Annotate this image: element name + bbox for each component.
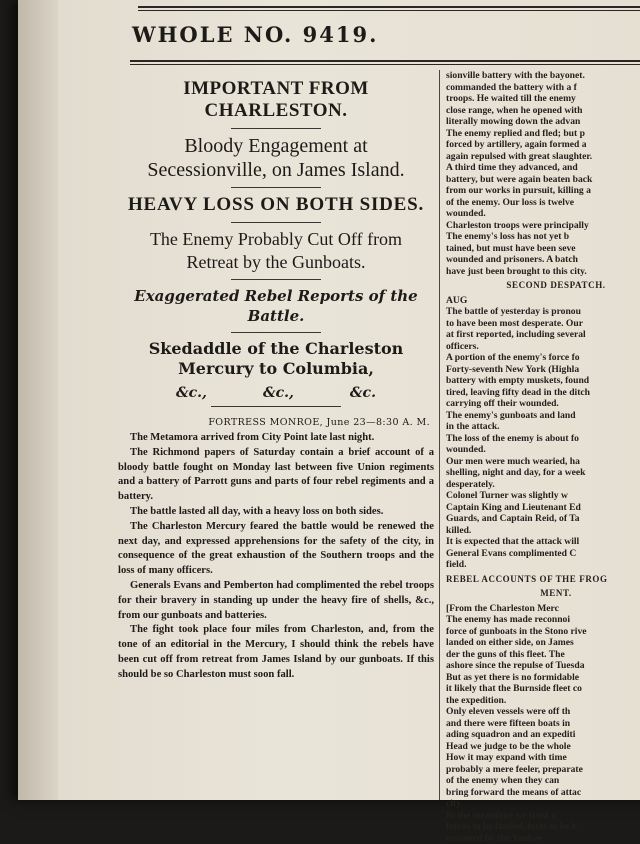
- column-text-line: [From the Charleston Merc: [446, 603, 640, 615]
- etc-mark: &c.,: [176, 385, 207, 401]
- column-text-line: have just been brought to this city.: [446, 266, 640, 278]
- column-text-line: A portion of the enemy's force fo: [446, 352, 640, 364]
- column-text-line: The enemy has made reconnoi: [446, 614, 640, 626]
- column-text-line: Head we judge to be the whole: [446, 741, 640, 753]
- column-text-line: ashore since the repulse of Tuesda: [446, 660, 640, 672]
- column-text-line: But as yet there is no formidable: [446, 672, 640, 684]
- main-article-column: [118, 72, 434, 683]
- column-text-line: forces to be landed, forts to be b: [446, 821, 640, 833]
- column-text-line: ading squadron and an expediti: [446, 729, 640, 741]
- separator: [231, 279, 321, 280]
- headline-charleston: IMPORTANT FROM CHARLESTON.: [118, 78, 434, 122]
- column-text-line: mounted by the Yankee: [446, 833, 640, 844]
- issue-number: WHOLE NO. 9419.: [132, 22, 378, 47]
- headline-heavy-loss: HEAVY LOSS ON BOTH SIDES.: [118, 194, 434, 216]
- column-text-line: at first reported, including several: [446, 329, 640, 341]
- column-text-line: The enemy's loss has not yet b: [446, 231, 640, 243]
- right-column: [446, 70, 640, 844]
- paragraph: The battle lasted all day, with a heavy loss on both sides.: [118, 505, 434, 520]
- separator: [231, 222, 321, 223]
- column-text-line: Our men were much wearied, ha: [446, 456, 640, 468]
- column-text-line: shelling, night and day, for a week: [446, 467, 640, 479]
- column-text-line: Captain King and Lieutenant Ed: [446, 502, 640, 514]
- column-text-line: and there were fifteen boats in: [446, 718, 640, 730]
- column-text-line: officers.: [446, 341, 640, 353]
- column-text-line: probably a mere feeler, preparate: [446, 764, 640, 776]
- top-rule: [138, 10, 640, 11]
- column-text-line: Charleston troops were principally: [446, 220, 640, 232]
- column-text-line: In the meantime we trust o: [446, 810, 640, 822]
- separator: [231, 128, 321, 129]
- text-block-second-despatch: [446, 295, 640, 571]
- headline-enemy-cut-off: The Enemy Probably Cut Off from Retreat by the Gunboats.: [132, 228, 420, 274]
- column-text-line: wounded.: [446, 444, 640, 456]
- column-text-line: Only eleven vessels were off th: [446, 706, 640, 718]
- column-text-line: carrying off their wounded.: [446, 398, 640, 410]
- column-text-line: landed on either side, on James: [446, 637, 640, 649]
- column-text-line: tired, leaving fifty dead in the ditch: [446, 387, 640, 399]
- column-text-line: tained, but must have been seve: [446, 243, 640, 255]
- column-text-line: the expedition.: [446, 695, 640, 707]
- separator: [231, 187, 321, 188]
- column-text-line: AUG: [446, 295, 640, 307]
- separator: [211, 406, 341, 407]
- column-text-line: Colonel Turner was slightly w: [446, 490, 640, 502]
- masthead-rule-thin: [130, 64, 640, 65]
- etc-mark: &c.,: [263, 385, 294, 401]
- column-text-line: commanded the battery with a f: [446, 82, 640, 94]
- masthead-rule: [130, 60, 640, 62]
- subhead-rebel-accounts: REBEL ACCOUNTS OF THE FROG: [446, 574, 640, 586]
- column-text-line: How it may expand with time: [446, 752, 640, 764]
- article-body: [118, 431, 434, 683]
- etc-line: [148, 385, 404, 401]
- paragraph: The fight took place four miles from Charleston, and, from the tone of an editorial in the Mercury, I should think the rebels have been cut off from retreat from James Island by our gunboats. If this should be so Charleston must soon fall.: [118, 623, 434, 682]
- column-text-line: battery, but were again beaten back: [446, 174, 640, 186]
- column-text-line: The loss of the enemy is about fo: [446, 433, 640, 445]
- column-text-line: literally mowing down the advan: [446, 116, 640, 128]
- text-block-continued: [446, 70, 640, 277]
- column-text-line: wounded and prisoners. A batch: [446, 254, 640, 266]
- top-double-rule: [138, 6, 640, 8]
- column-text-line: Guards, and Captain Reid, of Ta: [446, 513, 640, 525]
- headline-skedaddle: Skedaddle of the Charleston Mercury to Columbia,: [128, 339, 424, 379]
- column-text-line: force of gunboats in the Stono rive: [446, 626, 640, 638]
- paragraph: The Richmond papers of Saturday contain a brief account of a bloody battle fought on Monday last between five Union regiments and a battery of Parrott guns and parts of four rebel regiments and a battery.: [118, 446, 434, 505]
- column-text-line: wounded.: [446, 208, 640, 220]
- column-text-line: close range, when he opened with: [446, 105, 640, 117]
- column-text-line: killed.: [446, 525, 640, 537]
- column-text-line: to have been most desperate. Our: [446, 318, 640, 330]
- column-text-line: troops. He waited till the enemy: [446, 93, 640, 105]
- column-text-line: again repulsed with great slaughter.: [446, 151, 640, 163]
- etc-mark: &c.: [350, 385, 376, 401]
- column-text-line: battery with empty muskets, found: [446, 375, 640, 387]
- column-text-line: city.: [446, 798, 640, 810]
- column-text-line: forced by artillery, again formed a: [446, 139, 640, 151]
- column-divider: [439, 70, 440, 800]
- paragraph: The Metamora arrived from City Point late last night.: [118, 431, 434, 446]
- column-text-line: desperately.: [446, 479, 640, 491]
- column-text-line: General Evans complimented C: [446, 548, 640, 560]
- column-text-line: in the attack.: [446, 421, 640, 433]
- column-text-line: of the enemy when they can: [446, 775, 640, 787]
- column-text-line: The enemy's gunboats and land: [446, 410, 640, 422]
- headline-rebel-reports: Exaggerated Rebel Reports of the Battle.: [126, 286, 426, 326]
- column-text-line: from our works in pursuit, killing a: [446, 185, 640, 197]
- subhead-second-despatch: SECOND DESPATCH.: [446, 280, 640, 292]
- column-text-line: der the guns of this fleet. The: [446, 649, 640, 661]
- paragraph: The Charleston Mercury feared the battle would be renewed the next day, and expressed apprehensions for the safety of the city, in consequence of the great exhaustion of the Southern troops and the loss of many officers.: [118, 520, 434, 579]
- text-block-rebel-accounts: [446, 603, 640, 844]
- column-text-line: sionville battery with the bayonet.: [446, 70, 640, 82]
- column-text-line: it likely that the Burnside fleet co: [446, 683, 640, 695]
- page-fold-shadow: [18, 0, 58, 800]
- column-text-line: The enemy replied and fled; but p: [446, 128, 640, 140]
- column-text-line: Forty-seventh New York (Highla: [446, 364, 640, 376]
- column-text-line: A third time they advanced, and: [446, 162, 640, 174]
- paragraph: Generals Evans and Pemberton had complimented the rebel troops for their bravery in standing up under the heavy fire of shells, &c., from our gunboats and batteries.: [118, 579, 434, 623]
- column-text-line: bring forward the means of attac: [446, 787, 640, 799]
- column-text-line: field.: [446, 559, 640, 571]
- subhead-rebel-accounts-cont: MENT.: [446, 588, 640, 600]
- separator: [231, 332, 321, 333]
- dateline: FORTRESS MONROE, June 23—8:30 A. M.: [118, 417, 430, 428]
- headline-engagement: Bloody Engagement at Secessionville, on James Island.: [126, 134, 426, 182]
- column-text-line: The battle of yesterday is pronou: [446, 306, 640, 318]
- column-text-line: of the enemy. Our loss is twelve: [446, 197, 640, 209]
- column-text-line: It is expected that the attack will: [446, 536, 640, 548]
